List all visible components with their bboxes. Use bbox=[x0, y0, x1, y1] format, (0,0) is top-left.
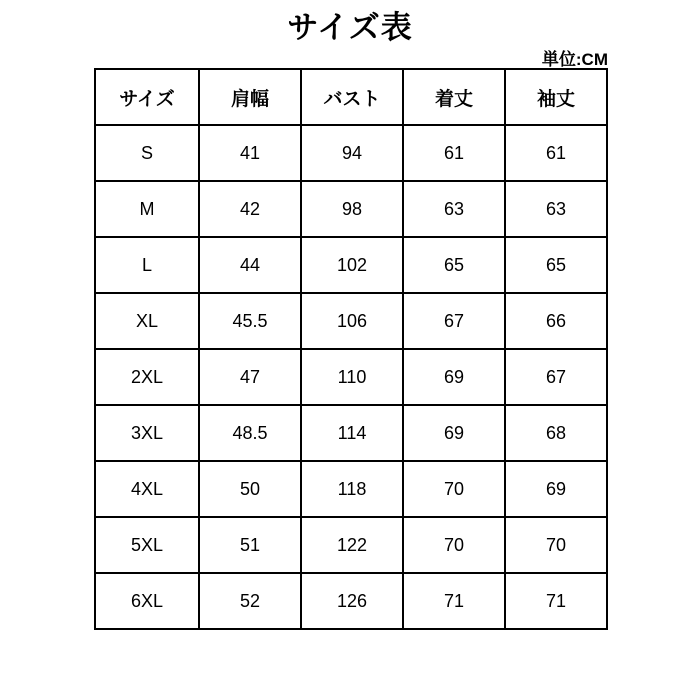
table-header bbox=[95, 69, 607, 125]
cell-bust: 94 bbox=[301, 125, 403, 181]
cell-sleeve: 63 bbox=[505, 181, 607, 237]
cell-shoulder: 52 bbox=[199, 573, 301, 629]
cell-length: 70 bbox=[403, 461, 505, 517]
cell-bust: 126 bbox=[301, 573, 403, 629]
column-header-size: サイズ bbox=[95, 69, 199, 125]
cell-bust: 118 bbox=[301, 461, 403, 517]
cell-shoulder: 51 bbox=[199, 517, 301, 573]
column-header-shoulder: 肩幅 bbox=[199, 69, 301, 125]
cell-length: 65 bbox=[403, 237, 505, 293]
table-row bbox=[95, 293, 607, 349]
cell-bust: 122 bbox=[301, 517, 403, 573]
cell-sleeve: 71 bbox=[505, 573, 607, 629]
cell-size: 3XL bbox=[95, 405, 199, 461]
cell-bust: 110 bbox=[301, 349, 403, 405]
cell-length: 61 bbox=[403, 125, 505, 181]
cell-bust: 106 bbox=[301, 293, 403, 349]
page-title: サイズ表 bbox=[287, 10, 413, 45]
cell-bust: 98 bbox=[301, 181, 403, 237]
cell-shoulder: 48.5 bbox=[199, 405, 301, 461]
table-body bbox=[95, 125, 607, 629]
cell-length: 71 bbox=[403, 573, 505, 629]
cell-sleeve: 69 bbox=[505, 461, 607, 517]
cell-shoulder: 44 bbox=[199, 237, 301, 293]
cell-size: 2XL bbox=[95, 349, 199, 405]
cell-bust: 114 bbox=[301, 405, 403, 461]
table-header-row bbox=[95, 69, 607, 125]
column-header-sleeve: 袖丈 bbox=[505, 69, 607, 125]
cell-shoulder: 41 bbox=[199, 125, 301, 181]
table-row bbox=[95, 517, 607, 573]
cell-length: 69 bbox=[403, 349, 505, 405]
cell-size: M bbox=[95, 181, 199, 237]
cell-size: S bbox=[95, 125, 199, 181]
cell-sleeve: 70 bbox=[505, 517, 607, 573]
table-row bbox=[95, 405, 607, 461]
table-row bbox=[95, 237, 607, 293]
column-header-bust: バスト bbox=[301, 69, 403, 125]
cell-sleeve: 68 bbox=[505, 405, 607, 461]
table-row bbox=[95, 181, 607, 237]
cell-shoulder: 47 bbox=[199, 349, 301, 405]
cell-length: 63 bbox=[403, 181, 505, 237]
table-row bbox=[95, 125, 607, 181]
cell-length: 69 bbox=[403, 405, 505, 461]
cell-bust: 102 bbox=[301, 237, 403, 293]
cell-size: 4XL bbox=[95, 461, 199, 517]
unit-note: 単位:CM bbox=[541, 50, 608, 69]
cell-sleeve: 66 bbox=[505, 293, 607, 349]
size-table-container bbox=[94, 68, 606, 630]
table-row bbox=[95, 461, 607, 517]
column-header-length: 着丈 bbox=[403, 69, 505, 125]
table-row bbox=[95, 349, 607, 405]
cell-sleeve: 61 bbox=[505, 125, 607, 181]
cell-size: XL bbox=[95, 293, 199, 349]
cell-shoulder: 50 bbox=[199, 461, 301, 517]
cell-size: 5XL bbox=[95, 517, 199, 573]
cell-length: 67 bbox=[403, 293, 505, 349]
cell-shoulder: 42 bbox=[199, 181, 301, 237]
cell-shoulder: 45.5 bbox=[199, 293, 301, 349]
size-table bbox=[94, 68, 608, 630]
cell-size: 6XL bbox=[95, 573, 199, 629]
cell-sleeve: 67 bbox=[505, 349, 607, 405]
table-row bbox=[95, 573, 607, 629]
cell-length: 70 bbox=[403, 517, 505, 573]
cell-sleeve: 65 bbox=[505, 237, 607, 293]
cell-size: L bbox=[95, 237, 199, 293]
